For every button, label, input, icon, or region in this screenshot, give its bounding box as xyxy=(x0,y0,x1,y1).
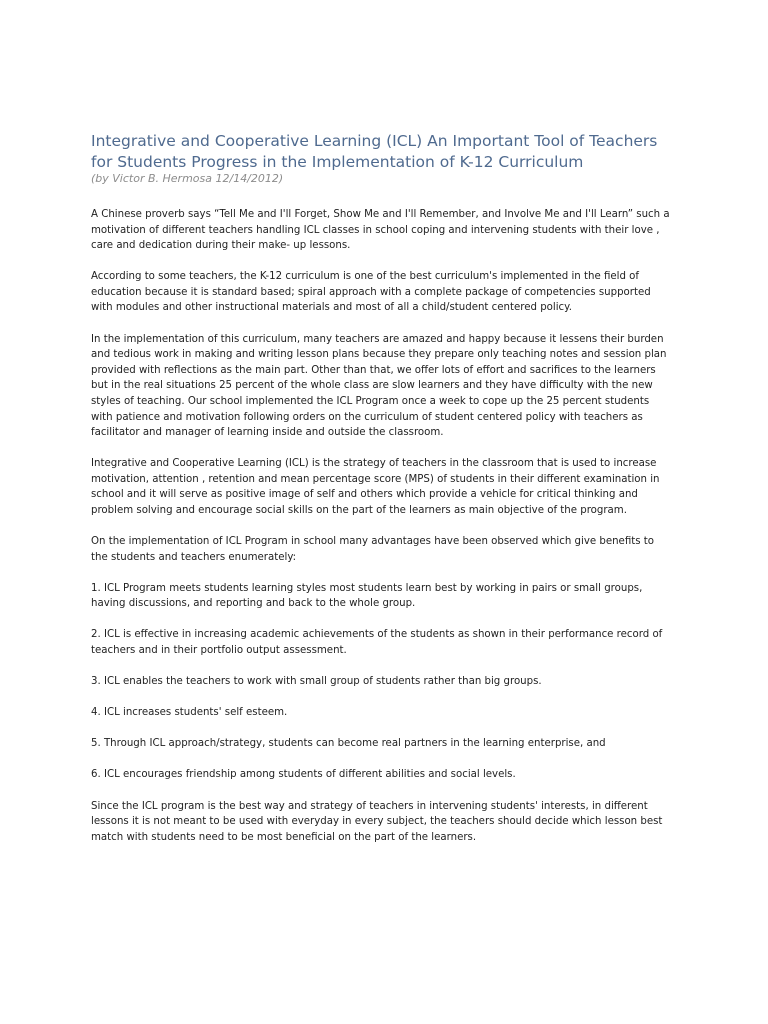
paragraph-implementation: In the implementation of this curriculum, many teachers are amazed and happy because it lessens their burden and tedious work in making and writing lesson plans because they prepare only teaching notes and session plan provided with reflections as the main part. Other than that, we offer lots of effort and sacrifices to the learners but in the real situations 25 percent of the whole class are slow learners and they have difficulty with the new styles of teaching. Our school implemented the ICL Program once a week to cope up the 25 percent students with patience and motivation following orders on the curriculum of student centered policy with teachers as facilitator and manager of learning inside and outside the classroom. xyxy=(91,333,667,439)
article-body xyxy=(91,207,671,845)
paragraph-conclusion: Since the ICL program is the best way and strategy of teachers in intervening students' interests, in different lessons it is not meant to be used with everyday in every subject, the teachers should decide which lesson best match with students need to be most beneficial on the part of the learners. xyxy=(91,800,663,843)
article-byline: (by Victor B. Hermosa 12/14/2012) xyxy=(91,172,284,185)
list-item-advantage-3: 3. ICL enables the teachers to work with small group of students rather than big groups. xyxy=(91,676,542,688)
paragraph-intro: A Chinese proverb says “Tell Me and I'll Forget, Show Me and I'll Remember, and Involve Me and I'll Learn” such a motivation of different teachers handling ICL classes in school coping and intervening students with their love , care and dedication during their make- up lessons. xyxy=(91,209,670,252)
paragraph-k12: According to some teachers, the K-12 curriculum is one of the best curriculum's implemented in the field of education because it is standard based; spiral approach with a complete package of competencies supported with modules and other instructional materials and most of all a child/student centered policy. xyxy=(91,271,651,314)
list-item-advantage-5: 5. Through ICL approach/strategy, students can become real partners in the learning enterprise, and xyxy=(91,738,606,750)
list-item-advantage-4: 4. ICL increases students' self esteem. xyxy=(91,707,288,719)
article-title: Integrative and Cooperative Learning (ICL) An Important Tool of Teachers for Students Progress in the Implementation of K-12 Curriculum xyxy=(91,132,658,171)
list-item-advantage-6: 6. ICL encourages friendship among students of different abilities and social levels. xyxy=(91,769,516,781)
list-item-advantage-2: 2. ICL is effective in increasing academic achievements of the students as shown in their performance record of teachers and in their portfolio output assessment. xyxy=(91,629,663,657)
paragraph-icl-definition: Integrative and Cooperative Learning (ICL) is the strategy of teachers in the classroom that is used to increase motivation, attention , retention and mean percentage score (MPS) of students in their different examination in school and it will serve as positive image of self and others which provide a vehicle for critical thinking and problem solving and encourage social skills on the part of the learners as main objective of the program. xyxy=(91,458,660,516)
list-item-advantage-1: 1. ICL Program meets students learning styles most students learn best by working in pairs or small groups, having discussions, and reporting and back to the whole group. xyxy=(91,582,643,610)
article xyxy=(91,131,671,861)
paragraph-advantages-intro: On the implementation of ICL Program in school many advantages have been observed which give benefits to the students and teachers enumerately: xyxy=(91,536,654,563)
